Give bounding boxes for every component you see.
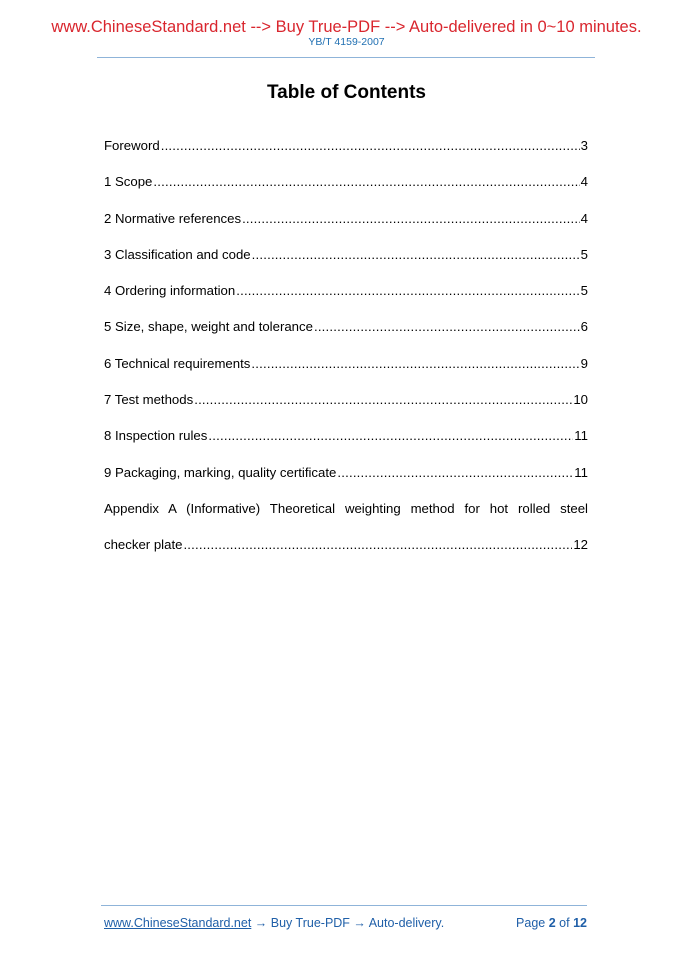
footer-promo	[104, 916, 444, 930]
page-word: Page	[516, 916, 546, 930]
dot-leader	[194, 390, 572, 410]
toc-entry-page: 4	[580, 174, 588, 190]
dot-leader	[183, 535, 572, 555]
toc-entry-label: 2 Normative references	[104, 210, 242, 226]
page-indicator	[516, 916, 587, 930]
dot-leader	[252, 245, 580, 265]
footer-site-link[interactable]: www.ChineseStandard.net	[104, 916, 252, 930]
toc-entry-page: 6	[580, 319, 588, 335]
standard-code: YB/T 4159-2007	[308, 36, 385, 48]
toc-entry-inspection-rules[interactable]	[104, 426, 588, 462]
toc-entry-classification[interactable]	[104, 245, 588, 281]
toc-entry-foreword[interactable]	[104, 136, 588, 172]
toc-entry-appendix-a[interactable]	[104, 535, 588, 571]
footer-divider	[101, 905, 587, 906]
toc-entry-page: 9	[580, 355, 588, 371]
dot-leader	[208, 426, 573, 446]
toc-entry-page: 3	[580, 138, 588, 153]
total-pages-number: 12	[573, 916, 587, 930]
toc-entry-label: 6 Technical requirements	[104, 355, 251, 371]
toc-entry-page: 12	[573, 537, 588, 553]
toc-entry-label: checker plate	[104, 537, 183, 553]
toc-entry-packaging-marking[interactable]	[104, 463, 588, 499]
toc-entry-label: 5 Size, shape, weight and tolerance	[104, 319, 313, 335]
of-word: of	[559, 916, 570, 930]
table-of-contents	[104, 136, 588, 572]
page-title: Table of Contents	[266, 82, 427, 103]
toc-entry-label: 3 Classification and code	[104, 246, 251, 262]
current-page-number: 2	[548, 916, 556, 930]
toc-entry-page: 10	[573, 392, 588, 408]
dot-leader	[161, 136, 580, 156]
toc-entry-page: 5	[580, 283, 588, 299]
toc-entry-ordering-information[interactable]	[104, 281, 588, 317]
toc-entry-label: 4 Ordering information	[104, 283, 236, 299]
dot-leader	[337, 463, 573, 483]
header-divider	[97, 57, 595, 58]
footer-promo-text: → Buy True-PDF → Auto-delivery.	[251, 916, 445, 930]
toc-entry-test-methods[interactable]	[104, 390, 588, 426]
dot-leader	[153, 172, 579, 192]
toc-entry-page: 11	[574, 428, 588, 444]
toc-entry-appendix-a-line1[interactable]: Appendix A (Informative) Theoretical weighting method for hot rolled steel	[104, 500, 588, 516]
toc-entry-size-shape-weight[interactable]	[104, 317, 588, 353]
dot-leader	[314, 317, 580, 337]
toc-entry-page: 4	[580, 210, 588, 226]
dot-leader	[236, 281, 579, 301]
toc-entry-label: 7 Test methods	[104, 392, 194, 408]
toc-entry-technical-requirements[interactable]	[104, 354, 588, 390]
toc-entry-label: 1 Scope	[104, 174, 153, 190]
toc-entry-scope[interactable]	[104, 172, 588, 208]
toc-entry-page: 11	[574, 464, 588, 480]
toc-entry-normative-references[interactable]	[104, 209, 588, 245]
toc-entry-label: 9 Packaging, marking, quality certificate	[104, 464, 337, 480]
toc-entry-page: 5	[580, 246, 588, 262]
dot-leader	[251, 354, 579, 374]
toc-entry-label: Foreword	[104, 138, 160, 153]
dot-leader	[242, 209, 580, 229]
toc-entry-label: 8 Inspection rules	[104, 428, 208, 444]
promo-banner[interactable]: www.ChineseStandard.net --> Buy True-PDF --> Auto-delivered in 0~10 minutes.	[51, 18, 642, 36]
